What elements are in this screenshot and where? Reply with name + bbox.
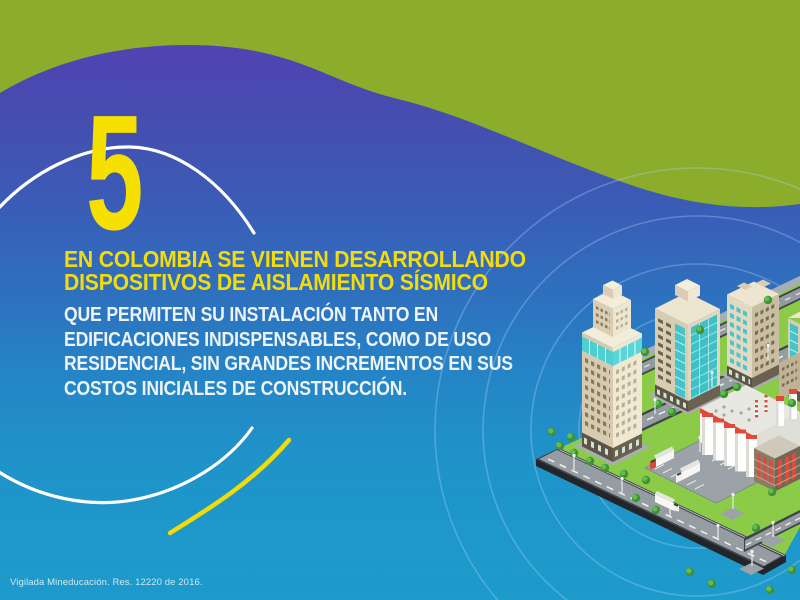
- slide-number: 5: [86, 81, 143, 264]
- headline-line-2: DISPOSITIVOS DE AISLAMIENTO SÍSMICO: [64, 269, 488, 295]
- headline-line-1: EN COLOMBIA SE VIENEN DESARROLLANDO: [64, 246, 526, 272]
- body-line-4: COSTOS INICIALES DE CONSTRUCCIÓN.: [64, 378, 407, 401]
- glass-office-tower: [655, 279, 720, 412]
- body-text: [64, 303, 513, 402]
- body-line-3: RESIDENCIAL, SIN GRANDES INCREMENTOS EN SUS: [64, 353, 513, 376]
- headline: [64, 248, 526, 294]
- isometric-city-illustration: [536, 276, 800, 594]
- office-building: [727, 280, 779, 389]
- white-arc-bottom: [0, 428, 252, 503]
- tall-skyscraper: [582, 281, 642, 463]
- body-line-1: QUE PERMITEN SU INSTALACIÓN TANTO EN: [64, 304, 439, 326]
- legal-footer: Vigilada Mineducación. Res. 12220 de 2016.: [10, 577, 203, 588]
- body-line-2: EDIFICACIONES INDISPENSABLES, COMO DE USO: [64, 328, 491, 351]
